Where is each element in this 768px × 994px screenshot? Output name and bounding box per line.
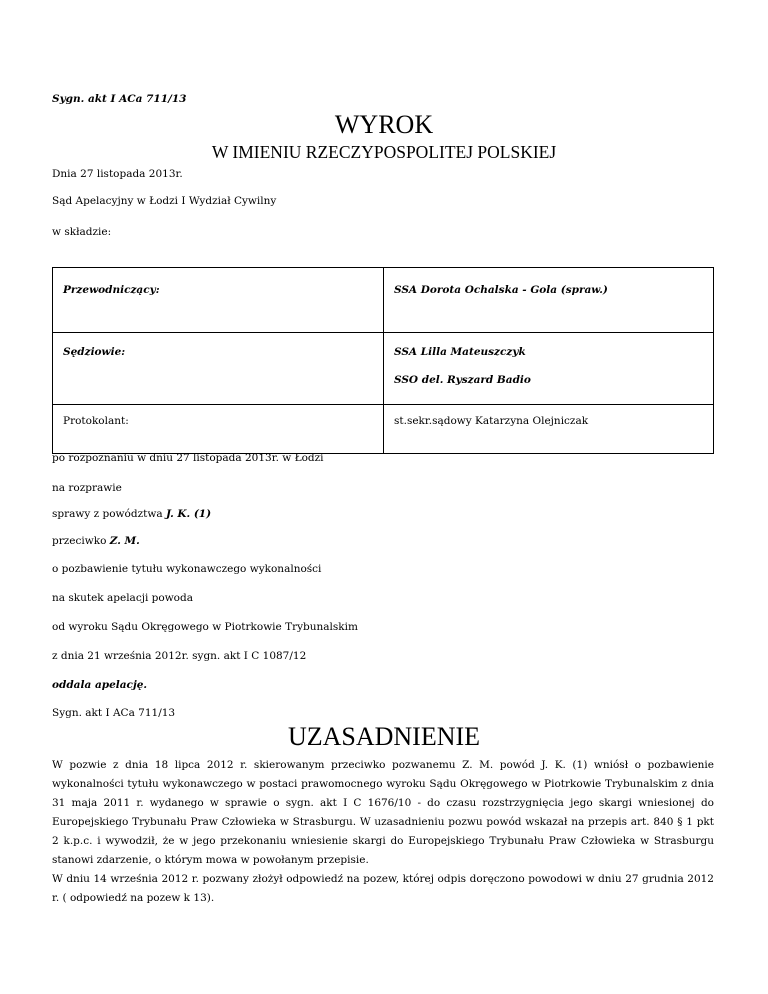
table-cell [384,405,714,454]
against-line [52,535,140,547]
claim-line [52,508,211,520]
court-composition-table [52,267,714,454]
judge-2: SSO del. Ryszard Badio [394,374,531,386]
chair-value: SSA Dorota Ochalska - Gola (spraw.) [394,284,608,296]
against-prefix: przeciwko [52,535,110,547]
judge-1: SSA Lilla Mateuszczyk [394,346,526,358]
justification-paragraph-1: W pozwie z dnia 18 lipca 2012 r. skierowanym przeciwko pozwanemu Z. M. powód J. K. (1) wniósł o pozbawienie wykonalności tytułu wykonawczego w postaci prawomocnego wyroku Sądu Okręgowego w Piotrkowie Trybunalskim z dnia 31 maja 2011 r. wydanego w sprawie o sygn. akt I C 1676/10 - do czasu rozstrzygnięcia jego skargi wniesionej do Europejskiego Trybunału Praw Człowieka w Strasburgu. W uzasadnieniu pozwu powód wskazał na przepis art. 840 § 1 pkt 2 k.p.c. i wywodził, że w jego przekonaniu wniesienie skargi do Europejskiego Trybunału Praw Człowieka w Strasburgu stanowi zdarzenie, o którym mowa w powołanym przepisie. [52,759,714,866]
judgment-date: Dnia 27 listopada 2013r. [52,168,183,180]
table-row [53,405,714,454]
judges-label: Sędziowie: [63,346,126,358]
judgment-title: WYROK [334,110,434,139]
justification-title: UZASADNIENIE [287,722,481,751]
table-cell [384,333,714,405]
table-row [53,268,714,333]
hearing-line: po rozpoznaniu w dniu 27 listopada 2013r. w Łodzi [52,452,324,464]
plaintiff-name: J. K. (1) [165,508,212,520]
table-cell [53,268,384,333]
from-judgment-line: od wyroku Sądu Okręgowego w Piotrkowie Trybunalskim [52,621,358,633]
on-hearing-line: na rozprawie [52,482,122,494]
appeal-line: na skutek apelacji powoda [52,592,193,604]
chair-label: Przewodniczący: [63,284,160,296]
judgment-subtitle: W IMIENIU RZECZYPOSPOLITEJ POLSKIEJ [211,142,557,162]
case-reference: Sygn. akt I ACa 711/13 [52,93,187,105]
court-name: Sąd Apelacyjny w Łodzi I Wydział Cywilny [52,195,277,207]
defendant-name: Z. M. [109,535,140,547]
table-cell [53,333,384,405]
composition-label: w składzie: [52,226,112,238]
table-cell [384,268,714,333]
claim-prefix: sprawy z powództwa [52,508,166,520]
clerk-label: Protokolant: [63,415,129,427]
justification-case-reference: Sygn. akt I ACa 711/13 [52,707,176,719]
clerk-value: st.sekr.sądowy Katarzyna Olejniczak [394,415,589,427]
justification-paragraph-2: W dniu 14 września 2012 r. pozwany złożył odpowiedź na pozew, której odpis doręczono powodowi w dniu 27 grudnia 2012 r. ( odpowiedź na pozew k 13). [52,873,714,904]
table-row [53,333,714,405]
ruling: oddala apelację. [52,679,148,691]
table-cell [53,405,384,454]
subject-line: o pozbawienie tytułu wykonawczego wykonalności [52,563,322,575]
judgment-date-line: z dnia 21 września 2012r. sygn. akt I C 1087/12 [52,650,307,662]
